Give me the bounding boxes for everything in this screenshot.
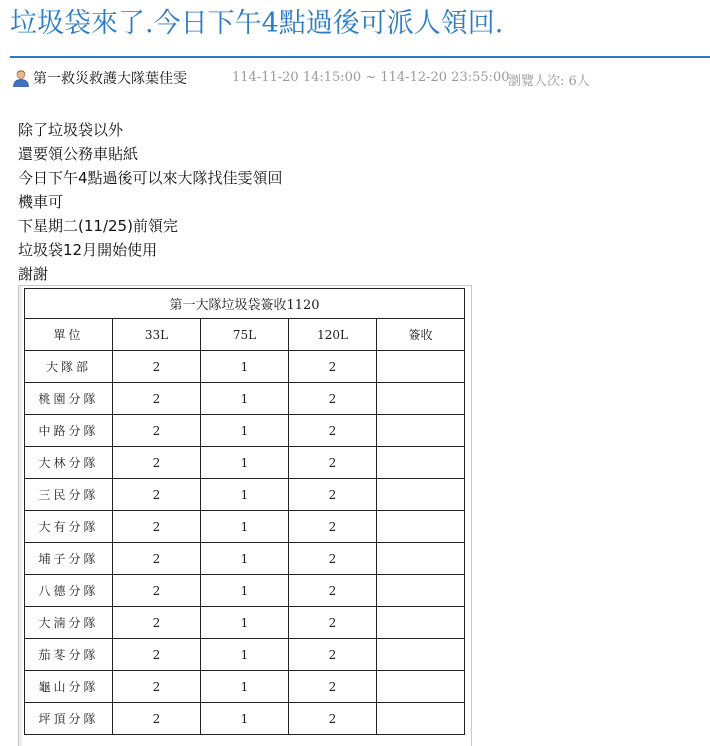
unit-name-cell: 三民分隊 [25,479,113,511]
table-row [25,639,465,671]
quantity-cell: 2 [113,575,201,607]
quantity-cell: 2 [113,607,201,639]
signature-cell [377,383,465,415]
signature-cell [377,703,465,735]
quantity-cell: 1 [201,543,289,575]
quantity-cell: 1 [201,639,289,671]
quantity-cell: 1 [201,575,289,607]
quantity-cell: 2 [113,351,201,383]
body-line: 垃圾袋12月開始使用 [18,241,158,259]
quantity-cell: 2 [289,639,377,671]
post-meta [12,68,187,88]
body-line: 今日下午4點過後可以來大隊找佳雯領回 [18,169,283,187]
signature-cell [377,351,465,383]
body-line: 機車可 [18,193,64,211]
signature-cell [377,447,465,479]
table-row [25,351,465,383]
quantity-cell: 1 [201,671,289,703]
unit-name-cell: 大林分隊 [25,447,113,479]
quantity-cell: 1 [201,607,289,639]
table-row [25,703,465,735]
quantity-cell: 2 [113,479,201,511]
body-line: 還要領公務車貼紙 [18,145,139,163]
quantity-cell: 2 [113,671,201,703]
unit-name-cell: 坪頂分隊 [25,703,113,735]
table-row [25,447,465,479]
unit-name-cell: 龜山分隊 [25,671,113,703]
quantity-cell: 2 [113,383,201,415]
quantity-cell: 1 [201,511,289,543]
quantity-cell: 2 [289,415,377,447]
quantity-cell: 2 [289,511,377,543]
quantity-cell: 2 [113,703,201,735]
quantity-cell: 2 [289,479,377,511]
quantity-cell: 2 [289,447,377,479]
quantity-cell: 2 [289,671,377,703]
quantity-cell: 2 [289,383,377,415]
quantity-cell: 1 [201,703,289,735]
unit-name-cell: 埔子分隊 [25,543,113,575]
post-period: 114-11-20 14:15:00 ~ 114-12-20 23:55:00 [232,70,510,85]
quantity-cell: 2 [113,415,201,447]
table-row [25,543,465,575]
column-header: 33L [113,319,201,351]
quantity-cell: 1 [201,351,289,383]
table-row [25,575,465,607]
table-row [25,607,465,639]
unit-name-cell: 大湳分隊 [25,607,113,639]
unit-name-cell: 八德分隊 [25,575,113,607]
quantity-cell: 2 [113,511,201,543]
sign-off-table [24,288,465,735]
quantity-cell: 2 [113,447,201,479]
signature-cell [377,415,465,447]
unit-name-cell: 大隊部 [25,351,113,383]
quantity-cell: 1 [201,415,289,447]
table-header-row [25,319,465,351]
quantity-cell: 2 [113,543,201,575]
signature-cell [377,607,465,639]
attachment-image [18,285,472,746]
post-title: 垃圾袋來了.今日下午4點過後可派人領回. [10,8,504,39]
user-icon [12,69,30,87]
quantity-cell: 2 [289,703,377,735]
title-divider [10,56,710,58]
signature-cell [377,479,465,511]
table-row [25,383,465,415]
signature-cell [377,575,465,607]
signature-cell [377,671,465,703]
quantity-cell: 2 [113,639,201,671]
quantity-cell: 2 [289,607,377,639]
quantity-cell: 2 [289,351,377,383]
column-header: 120L [289,319,377,351]
table-row [25,671,465,703]
body-line: 除了垃圾袋以外 [18,121,124,139]
table-row [25,479,465,511]
unit-name-cell: 中路分隊 [25,415,113,447]
body-line: 謝謝 [18,265,49,283]
column-header: 單位 [25,319,113,351]
table-row [25,511,465,543]
body-line: 下星期二(11/25)前領完 [18,217,178,235]
post-body [18,118,283,286]
unit-name-cell: 大有分隊 [25,511,113,543]
quantity-cell: 1 [201,383,289,415]
column-header: 簽收 [377,319,465,351]
table-row [25,415,465,447]
table-caption: 第一大隊垃圾袋簽收1120 [25,289,465,319]
quantity-cell: 1 [201,479,289,511]
quantity-cell: 2 [289,575,377,607]
signature-cell [377,511,465,543]
unit-name-cell: 茄苳分隊 [25,639,113,671]
signature-cell [377,543,465,575]
signature-cell [377,639,465,671]
author-name[interactable]: 第一救災救護大隊葉佳雯 [33,71,187,87]
column-header: 75L [201,319,289,351]
quantity-cell: 2 [289,543,377,575]
view-count: 瀏覽人次: 6人 [508,74,590,89]
quantity-cell: 1 [201,447,289,479]
unit-name-cell: 桃園分隊 [25,383,113,415]
